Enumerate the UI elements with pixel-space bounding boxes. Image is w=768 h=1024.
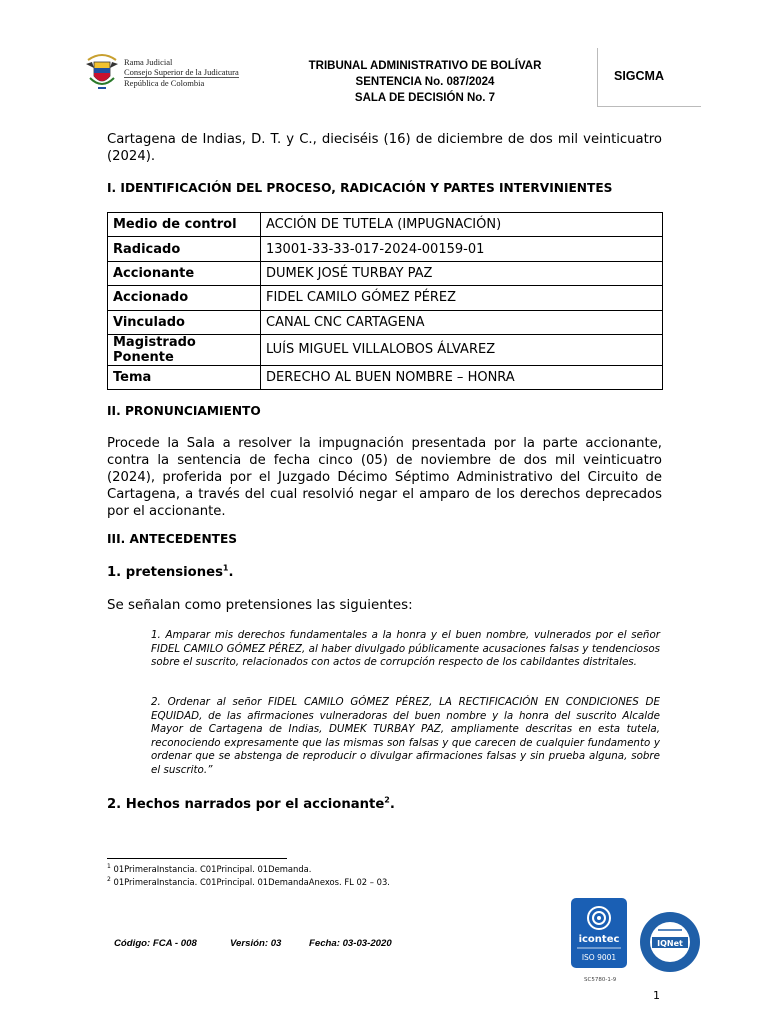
footnote-2: [107, 877, 390, 888]
row-label: Accionado: [108, 286, 261, 310]
case-identification-table: [107, 212, 663, 390]
footnote-ref-2[interactable]: 2: [384, 795, 390, 805]
pretension-quote-2: 2. Ordenar al señor FIDEL CAMILO GÓMEZ PÉREZ, LA RECTIFICACIÓN EN CONDICIONES DE EQUIDAD, de las afirmaciones vulneradoras del buen nombre y la honra del suscrito Alcalde Mayor de Cartagena de Indias, DUMEK TURBAY PAZ, ampliamente descritas en esta tutela, reconociendo expresamente que las mismas son falsas y que carecen de cualquier fundamento y ordenar que se abstenga de reproducir o divulgar afirmaciones falsas y sin prueba alguna, sobre el suscrito.”: [151, 696, 660, 776]
footnote-1-marker: 1: [107, 863, 111, 871]
facts-subheading: [107, 796, 395, 813]
pretensions-title: 1. pretensiones: [107, 565, 223, 580]
row-value: LUÍS MIGUEL VILLALOBOS ÁLVAREZ: [261, 334, 663, 365]
icontec-label: icontec: [578, 934, 620, 945]
pretension-quote-1: 1. Amparar mis derechos fundamentales a la honra y el buen nombre, vulnerados por el señor FIDEL CAMILO GÓMEZ PÉREZ, al haber divulgado públicamente acusaciones falsas y tendenciosos sobre el suscrito, relacionados con actos de corrupción respecto de los cabildantes distritales.: [151, 629, 660, 668]
footnote-1: [107, 864, 311, 875]
pronouncement-paragraph: Procede la Sala a resolver la impugnación presentada por la parte accionante, contra la sentencia de fecha cinco (05) de noviembre de dos mil veinticuatro (2024), proferida por el Juzgado Décimo Séptimo Administrativo del Circuito de Cartagena, a través del cual resolvió negar el amparo de los derechos deprecados por el accionante.: [107, 436, 662, 519]
judiciary-org-name: [124, 57, 239, 88]
footnote-ref-1[interactable]: 1: [222, 563, 229, 573]
table-row: [108, 213, 663, 237]
table-row: [108, 334, 663, 365]
iqnet-certification-logo: [638, 910, 702, 974]
iqnet-label: IQNet: [657, 939, 683, 948]
pretensions-subheading: [107, 564, 234, 581]
page-number: 1: [653, 989, 660, 1002]
row-value: DERECHO AL BUEN NOMBRE – HONRA: [261, 365, 663, 389]
pretensions-title-period: .: [228, 565, 234, 580]
row-value: FIDEL CAMILO GÓMEZ PÉREZ: [261, 286, 663, 310]
table-row: [108, 261, 663, 285]
row-value: DUMEK JOSÉ TURBAY PAZ: [261, 261, 663, 285]
iso-label: ISO 9001: [581, 953, 617, 962]
footnote-1-text: 01PrimeraInstancia. C01Principal. 01Demanda.: [110, 864, 312, 874]
footnote-2-text: 01PrimeraInstancia. C01Principal. 01DemandaAnexos. FL 02 – 03.: [110, 877, 390, 887]
row-value: 13001-33-33-017-2024-00159-01: [261, 237, 663, 261]
header-bottom-line: [597, 106, 701, 107]
opening-date-paragraph: Cartagena de Indias, D. T. y C., dieciséis (16) de diciembre de dos mil veinticuatro (2024).: [107, 132, 662, 164]
facts-title-period: .: [389, 797, 395, 812]
pretensions-intro: Se señalan como pretensiones las siguientes:: [107, 598, 413, 613]
table-row: [108, 310, 663, 334]
certification-code: SC5780-1-9: [584, 977, 617, 983]
facts-title: 2. Hechos narrados por el accionante: [107, 797, 385, 812]
chamber-number: SALA DE DECISIÓN No. 7: [354, 92, 496, 104]
section-1-heading: I. IDENTIFICACIÓN DEL PROCESO, RADICACIÓN Y PARTES INTERVINIENTES: [107, 181, 613, 195]
section-2-heading: II. PRONUNCIAMIENTO: [107, 404, 261, 418]
org-line-3: República de Colombia: [124, 78, 205, 88]
table-row: [108, 286, 663, 310]
row-label: Radicado: [108, 237, 261, 261]
table-row: [108, 237, 663, 261]
colombia-coat-of-arms-logo: [84, 50, 120, 92]
row-label: Vinculado: [108, 310, 261, 334]
system-code: SIGCMA: [614, 69, 664, 83]
court-name: TRIBUNAL ADMINISTRATIVO DE BOLÍVAR: [308, 60, 542, 72]
table-row: [108, 365, 663, 389]
form-version: Versión: 03: [230, 938, 282, 949]
document-header-title: [255, 58, 595, 106]
icontec-certification-logo: [571, 898, 627, 968]
footnote-2-marker: 2: [107, 876, 111, 884]
row-label: Magistrado Ponente: [108, 334, 261, 365]
form-code: Código: FCA - 008: [114, 938, 197, 949]
sentence-number: SENTENCIA No. 087/2024: [355, 76, 495, 88]
header-divider: [597, 48, 598, 106]
form-date: Fecha: 03-03-2020: [309, 938, 392, 949]
row-label: Accionante: [108, 261, 261, 285]
row-value: ACCIÓN DE TUTELA (IMPUGNACIÓN): [261, 213, 663, 237]
row-label: Medio de control: [108, 213, 261, 237]
org-line-1: Rama Judicial: [124, 57, 173, 67]
row-value: CANAL CNC CARTAGENA: [261, 310, 663, 334]
row-label: Tema: [108, 365, 261, 389]
org-line-2: Consejo Superior de la Judicatura: [124, 67, 239, 77]
footnote-separator: [107, 858, 287, 859]
section-3-heading: III. ANTECEDENTES: [107, 532, 238, 546]
